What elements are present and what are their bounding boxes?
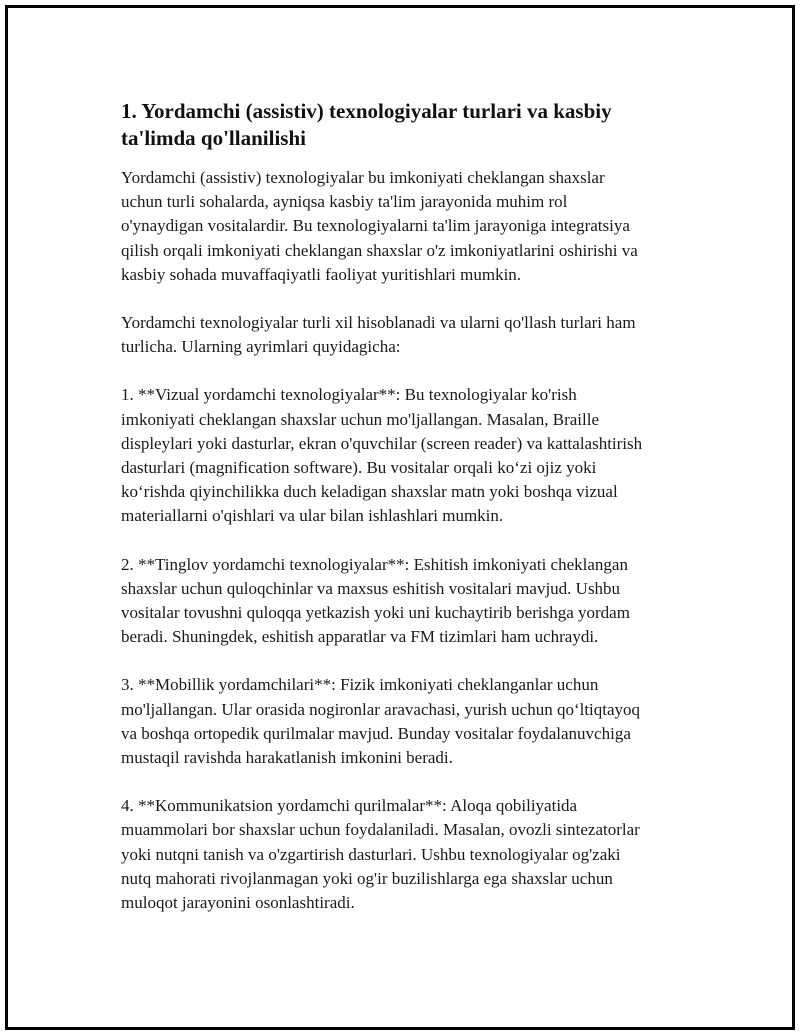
section-title: 1. Yordamchi (assistiv) texnologiyalar turlari va kasbiy ta'limda qo'llanilishi (121, 99, 612, 150)
list-item-visual: 1. **Vizual yordamchi texnologiyalar**: Bu texnologiyalar ko'rish imkoniyati cheklangan shaxslar uchun mo'ljallangan. Masalan, Braille displeylari yoki dasturlar, ekran o'quvchilar (screen reader) va kattalashtirish dasturlari (magnification software). Bu vositalar orqali ko‘zi ojiz yoki ko‘rishda qiyinchilikka duch keladigan shaxslar matn yoki boshqa vizual materiallarni o'qishlari va ular bilan ishlashlari mumkin. (121, 385, 643, 526)
document-body (121, 98, 696, 939)
page-frame (5, 5, 795, 1030)
types-intro-paragraph: Yordamchi texnologiyalar turli xil hisoblanadi va ularni qo'llash turlari ham turlicha. Ularning ayrimlari quyidagicha: (121, 313, 636, 357)
list-item-communication: 4. **Kommunikatsion yordamchi qurilmalar**: Aloqa qobiliyatida muammolari bor shaxslar uchun foydalaniladi. Masalan, ovozli sintezatorlar yoki nutqni tanish va o'zgartirish dasturlari. Ushbu texnologiyalar og'zaki nutq mahorati rivojlanmagan yoki og'ir buzilishlarga ega shaxslar uchun muloqot jarayonini osonlashtiradi. (121, 796, 640, 913)
list-item-mobility: 3. **Mobillik yordamchilari**: Fizik imkoniyati cheklanganlar uchun mo'ljallangan. Ular orasida nogironlar aravachasi, yurish uchun qo‘ltiqtayoq va boshqa ortopedik qurilmalar mavjud. Bunday vositalar foydalanuvchiga mustaqil ravishda harakatlanish imkonini beradi. (121, 675, 641, 768)
list-item-hearing: 2. **Tinglov yordamchi texnologiyalar**: Eshitish imkoniyati cheklangan shaxslar uchun quloqchinlar va maxsus eshitish vositalari mavjud. Ushbu vositalar tovushni quloqqa yetkazish yoki uni kuchaytirib berishga yordam beradi. Shuningdek, eshitish apparatlar va FM tizimlari ham uchraydi. (121, 554, 630, 647)
intro-paragraph: Yordamchi (assistiv) texnologiyalar bu imkoniyati cheklangan shaxslar uchun turli sohalarda, ayniqsa kasbiy ta'lim jarayonida muhim rol o'ynaydigan vositalardir. Bu texnologiyalarni ta'lim jarayoniga integratsiya qilish orqali imkoniyati cheklangan shaxslar o'z imkoniyatlarini oshirishi va kasbiy sohada muvaffaqiyatli faoliyat yuritishlari mumkin. (121, 168, 638, 284)
